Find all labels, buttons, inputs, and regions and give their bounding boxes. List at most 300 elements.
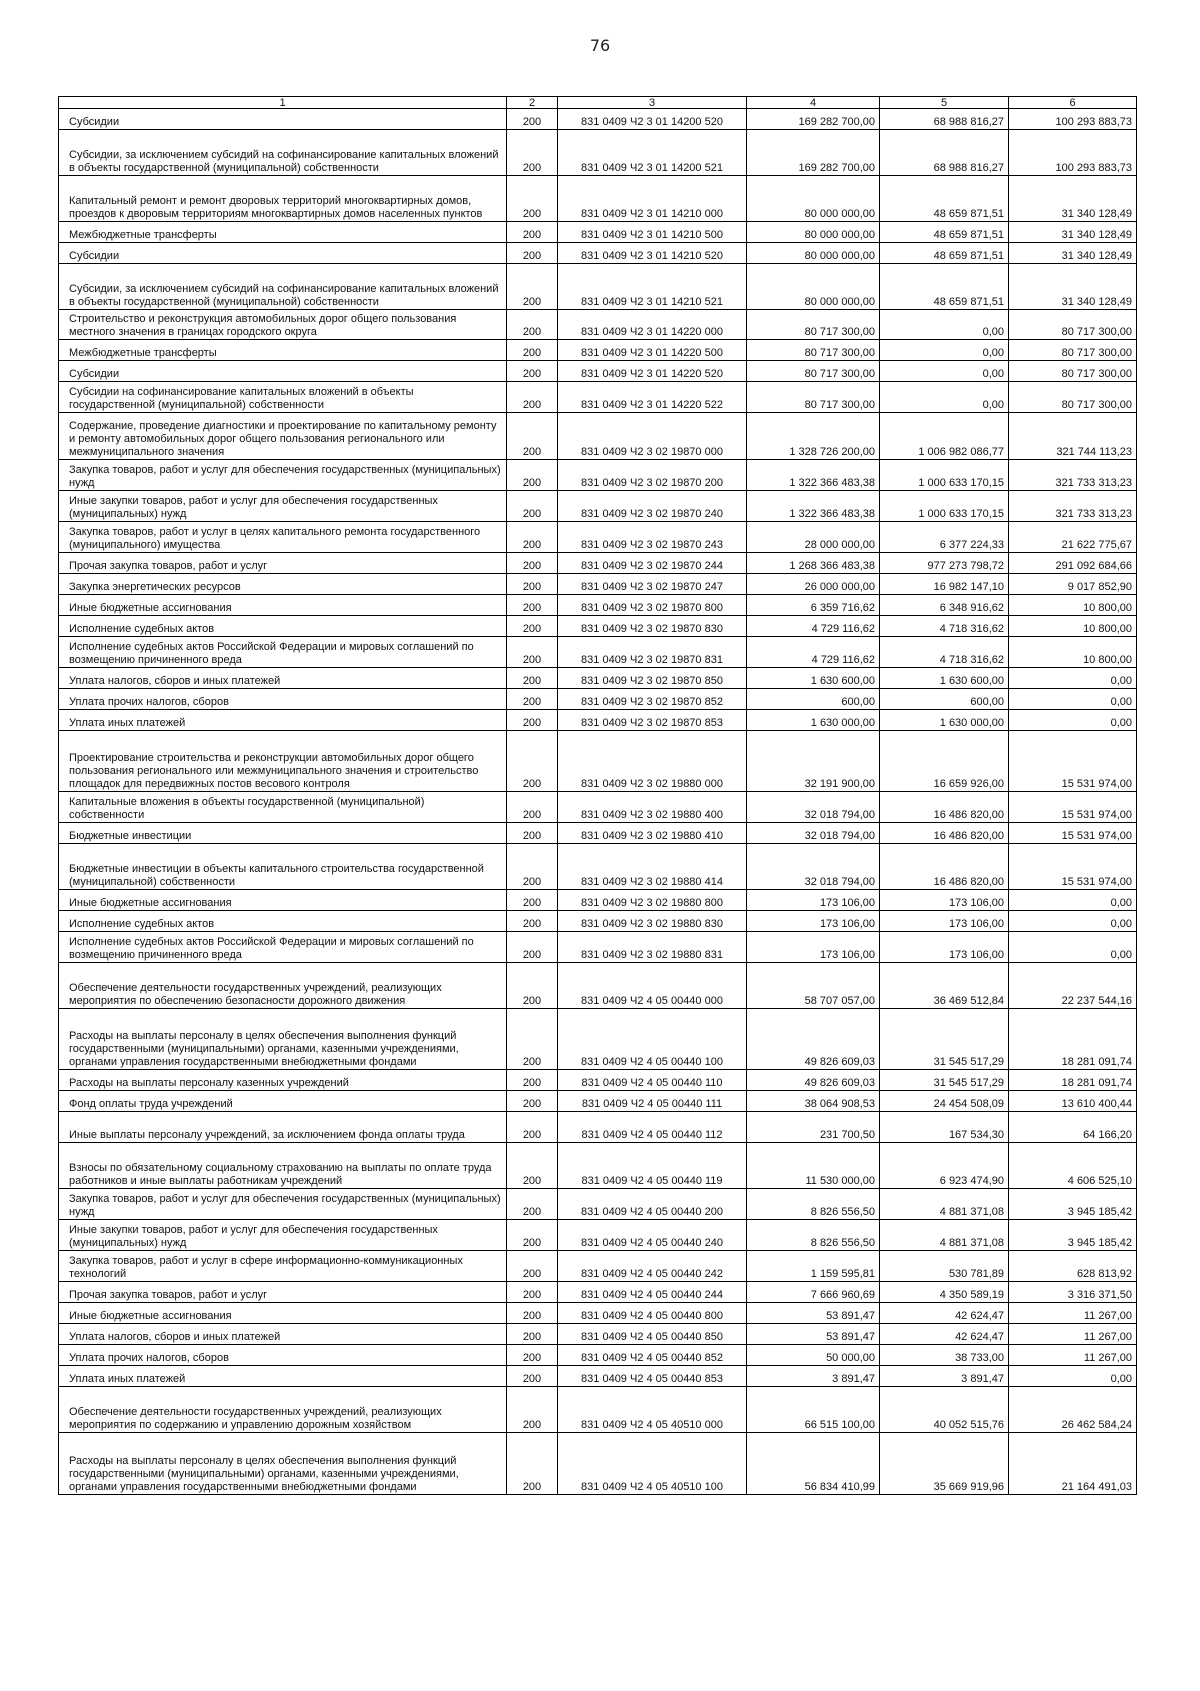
row-budget-code: 831 0409 Ч2 3 02 19870 800 (558, 595, 747, 616)
row-executed: 36 469 512,84 (880, 963, 1009, 1009)
row-executed: 4 350 589,19 (880, 1282, 1009, 1303)
row-name: Взносы по обязательному социальному страхованию на выплаты по оплате труда работников и иные выплаты работникам учреждений (59, 1143, 507, 1189)
header-col-3: 3 (558, 97, 747, 109)
row-approved: 1 322 366 483,38 (747, 491, 880, 522)
row-line-code: 200 (507, 637, 558, 668)
row-budget-code: 831 0409 Ч2 3 02 19880 400 (558, 792, 747, 823)
row-line-code: 200 (507, 668, 558, 689)
row-budget-code: 831 0409 Ч2 3 02 19870 243 (558, 522, 747, 553)
row-executed: 48 659 871,51 (880, 264, 1009, 310)
row-name: Обеспечение деятельности государственных учреждений, реализующих мероприятия по содержанию и управлению дорожным хозяйством (59, 1387, 507, 1433)
row-name: Бюджетные инвестиции (59, 823, 507, 844)
table-row (59, 1251, 1137, 1282)
row-unexecuted: 321 733 313,23 (1009, 460, 1137, 491)
table-row (59, 382, 1137, 413)
row-budget-code: 831 0409 Ч2 3 02 19870 200 (558, 460, 747, 491)
row-budget-code: 831 0409 Ч2 4 05 40510 000 (558, 1387, 747, 1433)
row-name: Уплата иных платежей (59, 1366, 507, 1387)
row-budget-code: 831 0409 Ч2 3 02 19870 831 (558, 637, 747, 668)
table-row (59, 963, 1137, 1009)
table-row (59, 710, 1137, 731)
row-line-code: 200 (507, 109, 558, 130)
row-budget-code: 831 0409 Ч2 3 02 19870 240 (558, 491, 747, 522)
row-budget-code: 831 0409 Ч2 3 01 14200 521 (558, 130, 747, 176)
row-budget-code: 831 0409 Ч2 3 02 19880 410 (558, 823, 747, 844)
row-name: Исполнение судебных актов Российской Федерации и мировых соглашений по возмещению причиненного вреда (59, 637, 507, 668)
table-row (59, 689, 1137, 710)
row-unexecuted: 13 610 400,44 (1009, 1091, 1137, 1112)
row-budget-code: 831 0409 Ч2 3 01 14210 500 (558, 222, 747, 243)
row-unexecuted: 0,00 (1009, 689, 1137, 710)
row-executed: 530 781,89 (880, 1251, 1009, 1282)
table-row (59, 109, 1137, 130)
row-name: Бюджетные инвестиции в объекты капитального строительства государственной (муниципальной) собственности (59, 844, 507, 890)
row-unexecuted: 321 744 113,23 (1009, 413, 1137, 460)
row-executed: 0,00 (880, 310, 1009, 340)
row-name: Субсидии (59, 243, 507, 264)
row-executed: 0,00 (880, 340, 1009, 361)
table-row (59, 1366, 1137, 1387)
row-unexecuted: 80 717 300,00 (1009, 310, 1137, 340)
row-executed: 4 718 316,62 (880, 637, 1009, 668)
row-line-code: 200 (507, 413, 558, 460)
row-line-code: 200 (507, 460, 558, 491)
row-executed: 1 630 600,00 (880, 668, 1009, 689)
row-name: Субсидии, за исключением субсидий на софинансирование капитальных вложений в объекты государственной (муниципальной) собственности (59, 130, 507, 176)
row-budget-code: 831 0409 Ч2 3 02 19870 000 (558, 413, 747, 460)
row-name: Капитальный ремонт и ремонт дворовых территорий многоквартирных домов, проездов к дворовым территориям многоквартирных домов населенных пунктов (59, 176, 507, 222)
row-line-code: 200 (507, 689, 558, 710)
row-approved: 7 666 960,69 (747, 1282, 880, 1303)
table-row (59, 1143, 1137, 1189)
table-row (59, 595, 1137, 616)
row-executed: 1 000 633 170,15 (880, 460, 1009, 491)
row-name: Субсидии (59, 109, 507, 130)
row-line-code: 200 (507, 522, 558, 553)
row-name: Исполнение судебных актов Российской Федерации и мировых соглашений по возмещению причиненного вреда (59, 932, 507, 963)
row-approved: 32 191 900,00 (747, 731, 880, 792)
row-budget-code: 831 0409 Ч2 3 01 14210 000 (558, 176, 747, 222)
row-unexecuted: 628 813,92 (1009, 1251, 1137, 1282)
row-budget-code: 831 0409 Ч2 3 02 19880 800 (558, 890, 747, 911)
row-name: Строительство и реконструкция автомобильных дорог общего пользования местного значения в границах городского округа (59, 310, 507, 340)
row-line-code: 200 (507, 176, 558, 222)
row-unexecuted: 22 237 544,16 (1009, 963, 1137, 1009)
row-line-code: 200 (507, 1070, 558, 1091)
table-row (59, 1282, 1137, 1303)
row-unexecuted: 3 945 185,42 (1009, 1189, 1137, 1220)
row-unexecuted: 31 340 128,49 (1009, 222, 1137, 243)
row-budget-code: 831 0409 Ч2 4 05 00440 800 (558, 1303, 747, 1324)
row-line-code: 200 (507, 890, 558, 911)
row-executed: 173 106,00 (880, 932, 1009, 963)
row-line-code: 200 (507, 963, 558, 1009)
row-unexecuted: 15 531 974,00 (1009, 823, 1137, 844)
row-line-code: 200 (507, 1324, 558, 1345)
row-unexecuted: 100 293 883,73 (1009, 109, 1137, 130)
row-approved: 6 359 716,62 (747, 595, 880, 616)
row-name: Расходы на выплаты персоналу казенных учреждений (59, 1070, 507, 1091)
row-line-code: 200 (507, 710, 558, 731)
table-row (59, 1009, 1137, 1070)
row-line-code: 200 (507, 932, 558, 963)
table-row (59, 911, 1137, 932)
row-name: Иные закупки товаров, работ и услуг для обеспечения государственных (муниципальных) нужд (59, 491, 507, 522)
row-approved: 4 729 116,62 (747, 637, 880, 668)
table-row (59, 522, 1137, 553)
row-executed: 173 106,00 (880, 890, 1009, 911)
row-budget-code: 831 0409 Ч2 4 05 00440 850 (558, 1324, 747, 1345)
row-budget-code: 831 0409 Ч2 4 05 00440 000 (558, 963, 747, 1009)
row-budget-code: 831 0409 Ч2 4 05 00440 100 (558, 1009, 747, 1070)
row-name: Закупка товаров, работ и услуг для обеспечения государственных (муниципальных) нужд (59, 1189, 507, 1220)
table-row (59, 553, 1137, 574)
table-row (59, 340, 1137, 361)
row-unexecuted: 11 267,00 (1009, 1345, 1137, 1366)
table-header-row (59, 97, 1137, 109)
row-executed: 0,00 (880, 382, 1009, 413)
row-name: Субсидии на софинансирование капитальных вложений в объекты государственной (муниципальной) собственности (59, 382, 507, 413)
row-budget-code: 831 0409 Ч2 3 02 19880 830 (558, 911, 747, 932)
table-row (59, 491, 1137, 522)
row-approved: 80 000 000,00 (747, 264, 880, 310)
row-executed: 6 377 224,33 (880, 522, 1009, 553)
row-executed: 16 486 820,00 (880, 792, 1009, 823)
table-row (59, 823, 1137, 844)
row-budget-code: 831 0409 Ч2 3 01 14220 522 (558, 382, 747, 413)
row-line-code: 200 (507, 1091, 558, 1112)
row-line-code: 200 (507, 264, 558, 310)
table-row (59, 243, 1137, 264)
row-line-code: 200 (507, 911, 558, 932)
row-executed: 4 881 371,08 (880, 1189, 1009, 1220)
row-unexecuted: 15 531 974,00 (1009, 792, 1137, 823)
row-unexecuted: 100 293 883,73 (1009, 130, 1137, 176)
row-approved: 173 106,00 (747, 911, 880, 932)
row-unexecuted: 4 606 525,10 (1009, 1143, 1137, 1189)
row-approved: 56 834 410,99 (747, 1433, 880, 1495)
row-line-code: 200 (507, 1143, 558, 1189)
row-approved: 169 282 700,00 (747, 109, 880, 130)
row-name: Уплата иных платежей (59, 710, 507, 731)
row-executed: 4 881 371,08 (880, 1220, 1009, 1251)
row-name: Субсидии (59, 361, 507, 382)
budget-table (58, 96, 1137, 1495)
row-executed: 4 718 316,62 (880, 616, 1009, 637)
row-approved: 80 717 300,00 (747, 310, 880, 340)
row-approved: 32 018 794,00 (747, 823, 880, 844)
row-executed: 48 659 871,51 (880, 222, 1009, 243)
table-row (59, 1189, 1137, 1220)
row-executed: 173 106,00 (880, 911, 1009, 932)
header-col-6: 6 (1009, 97, 1137, 109)
row-budget-code: 831 0409 Ч2 4 05 00440 853 (558, 1366, 747, 1387)
row-name: Закупка товаров, работ и услуг для обеспечения государственных (муниципальных) нужд (59, 460, 507, 491)
row-name: Прочая закупка товаров, работ и услуг (59, 1282, 507, 1303)
row-approved: 8 826 556,50 (747, 1189, 880, 1220)
row-name: Закупка товаров, работ и услуг в целях капитального ремонта государственного (муниципального) имущества (59, 522, 507, 553)
row-unexecuted: 80 717 300,00 (1009, 361, 1137, 382)
table-row (59, 460, 1137, 491)
row-line-code: 200 (507, 616, 558, 637)
table-row (59, 310, 1137, 340)
row-unexecuted: 80 717 300,00 (1009, 382, 1137, 413)
row-executed: 48 659 871,51 (880, 243, 1009, 264)
row-budget-code: 831 0409 Ч2 4 05 00440 119 (558, 1143, 747, 1189)
row-name: Иные выплаты персоналу учреждений, за исключением фонда оплаты труда (59, 1112, 507, 1143)
row-approved: 1 159 595,81 (747, 1251, 880, 1282)
row-executed: 16 659 926,00 (880, 731, 1009, 792)
row-approved: 173 106,00 (747, 932, 880, 963)
table-body (59, 109, 1137, 1495)
row-approved: 600,00 (747, 689, 880, 710)
row-executed: 1 006 982 086,77 (880, 413, 1009, 460)
row-approved: 231 700,50 (747, 1112, 880, 1143)
row-name: Иные бюджетные ассигнования (59, 890, 507, 911)
row-budget-code: 831 0409 Ч2 4 05 40510 100 (558, 1433, 747, 1495)
row-executed: 31 545 517,29 (880, 1070, 1009, 1091)
row-unexecuted: 3 945 185,42 (1009, 1220, 1137, 1251)
row-budget-code: 831 0409 Ч2 3 01 14210 521 (558, 264, 747, 310)
table-row (59, 1303, 1137, 1324)
row-name: Иные закупки товаров, работ и услуг для обеспечения государственных (муниципальных) нужд (59, 1220, 507, 1251)
row-executed: 35 669 919,96 (880, 1433, 1009, 1495)
row-executed: 48 659 871,51 (880, 176, 1009, 222)
table-row (59, 413, 1137, 460)
header-col-2: 2 (507, 97, 558, 109)
row-name: Исполнение судебных актов (59, 911, 507, 932)
row-executed: 68 988 816,27 (880, 109, 1009, 130)
table-row (59, 1112, 1137, 1143)
header-col-5: 5 (880, 97, 1009, 109)
table-row (59, 361, 1137, 382)
row-unexecuted: 18 281 091,74 (1009, 1070, 1137, 1091)
row-unexecuted: 321 733 313,23 (1009, 491, 1137, 522)
row-approved: 169 282 700,00 (747, 130, 880, 176)
table-row (59, 176, 1137, 222)
row-name: Расходы на выплаты персоналу в целях обеспечения выполнения функций государственными (муниципальными) органами, казенными учреждениями, органами управления государственными внебюджетными фондами (59, 1433, 507, 1495)
row-line-code: 200 (507, 1303, 558, 1324)
table-row (59, 1220, 1137, 1251)
row-executed: 38 733,00 (880, 1345, 1009, 1366)
row-budget-code: 831 0409 Ч2 4 05 00440 110 (558, 1070, 747, 1091)
row-line-code: 200 (507, 130, 558, 176)
row-line-code: 200 (507, 1366, 558, 1387)
row-name: Уплата прочих налогов, сборов (59, 689, 507, 710)
row-unexecuted: 21 622 775,67 (1009, 522, 1137, 553)
row-budget-code: 831 0409 Ч2 3 02 19870 247 (558, 574, 747, 595)
row-approved: 66 515 100,00 (747, 1387, 880, 1433)
row-name: Фонд оплаты труда учреждений (59, 1091, 507, 1112)
row-approved: 80 000 000,00 (747, 176, 880, 222)
table-row (59, 222, 1137, 243)
row-line-code: 200 (507, 1282, 558, 1303)
header-col-4: 4 (747, 97, 880, 109)
row-name: Уплата налогов, сборов и иных платежей (59, 668, 507, 689)
row-line-code: 200 (507, 792, 558, 823)
row-unexecuted: 80 717 300,00 (1009, 340, 1137, 361)
row-budget-code: 831 0409 Ч2 3 02 19870 850 (558, 668, 747, 689)
row-unexecuted: 31 340 128,49 (1009, 176, 1137, 222)
row-budget-code: 831 0409 Ч2 4 05 00440 242 (558, 1251, 747, 1282)
row-approved: 26 000 000,00 (747, 574, 880, 595)
row-unexecuted: 0,00 (1009, 1366, 1137, 1387)
row-executed: 16 982 147,10 (880, 574, 1009, 595)
row-name: Содержание, проведение диагностики и проектирование по капитальному ремонту и ремонту автомобильных дорог общего пользования регионального или межмуниципального значения (59, 413, 507, 460)
row-unexecuted: 9 017 852,90 (1009, 574, 1137, 595)
table-row (59, 731, 1137, 792)
row-budget-code: 831 0409 Ч2 3 02 19880 831 (558, 932, 747, 963)
row-approved: 32 018 794,00 (747, 792, 880, 823)
row-budget-code: 831 0409 Ч2 4 05 00440 240 (558, 1220, 747, 1251)
row-name: Проектирование строительства и реконструкции автомобильных дорог общего пользования регионального или межмуниципального значения и строительство площадок для передвижных постов весового контроля (59, 731, 507, 792)
row-executed: 6 923 474,90 (880, 1143, 1009, 1189)
page-number: 76 (589, 36, 611, 55)
row-executed: 31 545 517,29 (880, 1009, 1009, 1070)
row-executed: 1 630 000,00 (880, 710, 1009, 731)
row-name: Иные бюджетные ассигнования (59, 1303, 507, 1324)
row-name: Капитальные вложения в объекты государственной (муниципальной) собственности (59, 792, 507, 823)
table-row (59, 1324, 1137, 1345)
row-approved: 32 018 794,00 (747, 844, 880, 890)
row-line-code: 200 (507, 1189, 558, 1220)
row-name: Уплата прочих налогов, сборов (59, 1345, 507, 1366)
row-name: Иные бюджетные ассигнования (59, 595, 507, 616)
row-line-code: 200 (507, 361, 558, 382)
row-name: Межбюджетные трансферты (59, 222, 507, 243)
row-unexecuted: 11 267,00 (1009, 1303, 1137, 1324)
table-row (59, 637, 1137, 668)
row-budget-code: 831 0409 Ч2 4 05 00440 244 (558, 1282, 747, 1303)
row-budget-code: 831 0409 Ч2 3 01 14210 520 (558, 243, 747, 264)
row-name: Исполнение судебных актов (59, 616, 507, 637)
row-unexecuted: 18 281 091,74 (1009, 1009, 1137, 1070)
row-approved: 50 000,00 (747, 1345, 880, 1366)
row-approved: 3 891,47 (747, 1366, 880, 1387)
row-name: Обеспечение деятельности государственных учреждений, реализующих мероприятия по обеспечению безопасности дорожного движения (59, 963, 507, 1009)
row-approved: 53 891,47 (747, 1324, 880, 1345)
row-unexecuted: 10 800,00 (1009, 616, 1137, 637)
row-approved: 4 729 116,62 (747, 616, 880, 637)
row-executed: 3 891,47 (880, 1366, 1009, 1387)
row-budget-code: 831 0409 Ч2 3 01 14220 000 (558, 310, 747, 340)
row-budget-code: 831 0409 Ч2 3 02 19880 414 (558, 844, 747, 890)
row-line-code: 200 (507, 574, 558, 595)
row-line-code: 200 (507, 731, 558, 792)
row-approved: 11 530 000,00 (747, 1143, 880, 1189)
table-row (59, 1091, 1137, 1112)
row-line-code: 200 (507, 340, 558, 361)
row-line-code: 200 (507, 823, 558, 844)
row-budget-code: 831 0409 Ч2 4 05 00440 112 (558, 1112, 747, 1143)
row-line-code: 200 (507, 1112, 558, 1143)
table-row (59, 1345, 1137, 1366)
row-name: Закупка товаров, работ и услуг в сфере информационно-коммуникационных технологий (59, 1251, 507, 1282)
row-unexecuted: 15 531 974,00 (1009, 731, 1137, 792)
row-line-code: 200 (507, 1387, 558, 1433)
row-budget-code: 831 0409 Ч2 3 02 19880 000 (558, 731, 747, 792)
row-executed: 24 454 508,09 (880, 1091, 1009, 1112)
table-row (59, 668, 1137, 689)
row-executed: 1 000 633 170,15 (880, 491, 1009, 522)
row-approved: 80 717 300,00 (747, 361, 880, 382)
row-budget-code: 831 0409 Ч2 4 05 00440 852 (558, 1345, 747, 1366)
row-unexecuted: 64 166,20 (1009, 1112, 1137, 1143)
row-name: Расходы на выплаты персоналу в целях обеспечения выполнения функций государственными (муниципальными) органами, казенными учреждениями, органами управления государственными внебюджетными фондами (59, 1009, 507, 1070)
table-row (59, 264, 1137, 310)
row-approved: 38 064 908,53 (747, 1091, 880, 1112)
row-unexecuted: 31 340 128,49 (1009, 243, 1137, 264)
row-line-code: 200 (507, 844, 558, 890)
row-executed: 40 052 515,76 (880, 1387, 1009, 1433)
row-unexecuted: 26 462 584,24 (1009, 1387, 1137, 1433)
row-executed: 16 486 820,00 (880, 844, 1009, 890)
row-name: Субсидии, за исключением субсидий на софинансирование капитальных вложений в объекты государственной (муниципальной) собственности (59, 264, 507, 310)
row-budget-code: 831 0409 Ч2 3 02 19870 852 (558, 689, 747, 710)
row-line-code: 200 (507, 1009, 558, 1070)
row-approved: 8 826 556,50 (747, 1220, 880, 1251)
row-unexecuted: 15 531 974,00 (1009, 844, 1137, 890)
row-line-code: 200 (507, 243, 558, 264)
row-approved: 1 322 366 483,38 (747, 460, 880, 491)
row-approved: 80 000 000,00 (747, 222, 880, 243)
row-budget-code: 831 0409 Ч2 3 01 14200 520 (558, 109, 747, 130)
row-executed: 16 486 820,00 (880, 823, 1009, 844)
row-unexecuted: 0,00 (1009, 932, 1137, 963)
row-approved: 173 106,00 (747, 890, 880, 911)
row-approved: 1 268 366 483,38 (747, 553, 880, 574)
table-row (59, 890, 1137, 911)
row-budget-code: 831 0409 Ч2 3 02 19870 244 (558, 553, 747, 574)
row-budget-code: 831 0409 Ч2 3 02 19870 830 (558, 616, 747, 637)
row-unexecuted: 0,00 (1009, 890, 1137, 911)
row-budget-code: 831 0409 Ч2 3 01 14220 520 (558, 361, 747, 382)
row-executed: 42 624,47 (880, 1303, 1009, 1324)
row-unexecuted: 10 800,00 (1009, 637, 1137, 668)
table-row (59, 1387, 1137, 1433)
table-row (59, 844, 1137, 890)
row-approved: 28 000 000,00 (747, 522, 880, 553)
row-approved: 1 630 000,00 (747, 710, 880, 731)
row-line-code: 200 (507, 1433, 558, 1495)
row-name: Прочая закупка товаров, работ и услуг (59, 553, 507, 574)
row-line-code: 200 (507, 1220, 558, 1251)
row-unexecuted: 31 340 128,49 (1009, 264, 1137, 310)
row-approved: 49 826 609,03 (747, 1070, 880, 1091)
row-line-code: 200 (507, 310, 558, 340)
row-name: Закупка энергетических ресурсов (59, 574, 507, 595)
row-executed: 167 534,30 (880, 1112, 1009, 1143)
row-approved: 1 328 726 200,00 (747, 413, 880, 460)
row-unexecuted: 0,00 (1009, 710, 1137, 731)
table-row (59, 792, 1137, 823)
row-approved: 53 891,47 (747, 1303, 880, 1324)
row-unexecuted: 21 164 491,03 (1009, 1433, 1137, 1495)
row-approved: 80 717 300,00 (747, 382, 880, 413)
row-approved: 1 630 600,00 (747, 668, 880, 689)
row-approved: 80 717 300,00 (747, 340, 880, 361)
row-unexecuted: 0,00 (1009, 911, 1137, 932)
row-unexecuted: 3 316 371,50 (1009, 1282, 1137, 1303)
row-line-code: 200 (507, 553, 558, 574)
row-line-code: 200 (507, 595, 558, 616)
row-line-code: 200 (507, 382, 558, 413)
row-approved: 58 707 057,00 (747, 963, 880, 1009)
row-approved: 80 000 000,00 (747, 243, 880, 264)
row-line-code: 200 (507, 222, 558, 243)
row-unexecuted: 0,00 (1009, 668, 1137, 689)
row-executed: 0,00 (880, 361, 1009, 382)
